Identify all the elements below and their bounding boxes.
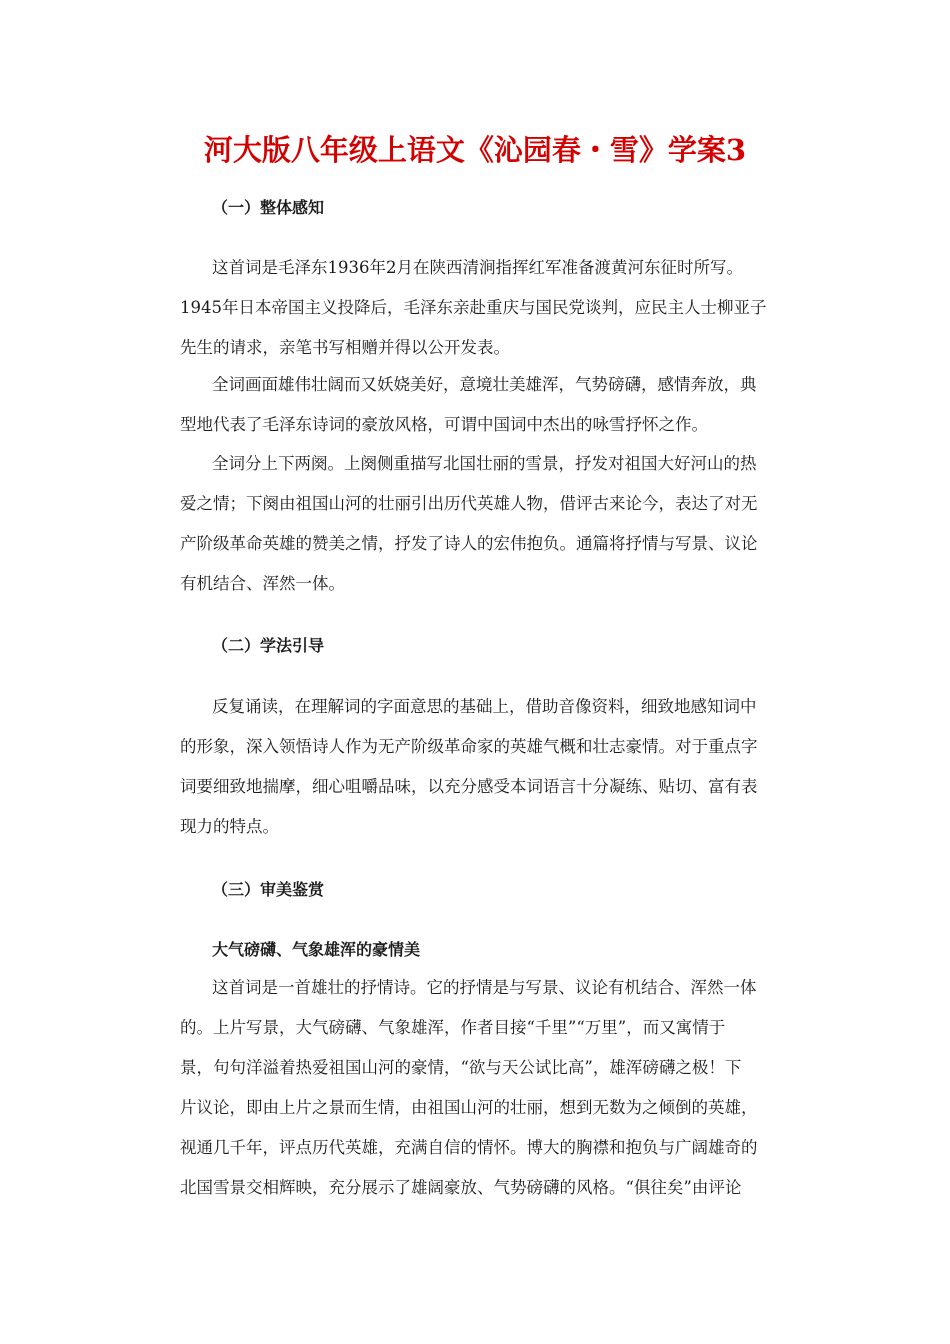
subsection-heading: 大气磅礴、气象雄浑的豪情美 — [212, 940, 421, 959]
paragraph-line: 先生的请求，亲笔书写相赠并得以公开发表。 — [180, 338, 510, 357]
paragraph-line: 这首词是一首雄壮的抒情诗。它的抒情是与写景、议论有机结合、浑然一体 — [212, 978, 757, 997]
paragraph-line: 北国雪景交相辉映，充分展示了雄阔豪放、气势磅礴的风格。“俱往矣”由评论 — [180, 1178, 742, 1197]
paragraph-line: 全词分上下两阕。上阕侧重描写北国壮丽的雪景，抒发对祖国大好河山的热 — [212, 454, 757, 473]
paragraph-line: 视通几千年，评点历代英雄，充满自信的情怀。博大的胸襟和抱负与广阔雄奇的 — [180, 1138, 758, 1157]
paragraph-line: 这首词是毛泽东1936年2月在陕西清涧指挥红军准备渡黄河东征时所写。 — [212, 258, 743, 277]
paragraph-line: 全词画面雄伟壮阔而又妖娆美好，意境壮美雄浑，气势磅礴，感情奔放，典 — [212, 375, 757, 394]
paragraph-line: 现力的特点。 — [180, 817, 279, 836]
paragraph-line: 爱之情；下阕由祖国山河的壮丽引出历代英雄人物，借评古来论今，表达了对无 — [180, 494, 758, 513]
paragraph-line: 片议论，即由上片之景而生情，由祖国山河的壮丽，想到无数为之倾倒的英雄， — [180, 1098, 758, 1117]
paragraph-line: 的。上片写景，大气磅礴、气象雄浑，作者目接“千里”“万里”，而又寓情于 — [180, 1018, 726, 1037]
paragraph-line: 产阶级革命英雄的赞美之情，抒发了诗人的宏伟抱负。通篇将抒情与写景、议论 — [180, 534, 758, 553]
document-title: 河大版八年级上语文《沁园春・雪》学案3 — [203, 133, 747, 167]
paragraph-line: 词要细致地揣摩，细心咀嚼品味，以充分感受本词语言十分凝练、贴切、富有表 — [180, 777, 758, 796]
section-heading-overall-perception: （一）整体感知 — [212, 198, 325, 217]
paragraph-line: 反复诵读，在理解词的字面意思的基础上，借助音像资料，细致地感知词中 — [212, 697, 757, 716]
paragraph-line: 型地代表了毛泽东诗词的豪放风格，可谓中国词中杰出的咏雪抒怀之作。 — [180, 415, 708, 434]
paragraph-line: 的形象，深入领悟诗人作为无产阶级革命家的英雄气概和壮志豪情。对于重点字 — [180, 737, 758, 756]
paragraph-line: 景，句句洋溢着热爱祖国山河的豪情，“欲与天公试比高”，雄浑磅礴之极！下 — [180, 1058, 742, 1077]
section-heading-study-guide: （二）学法引导 — [212, 636, 325, 655]
paragraph-line: 有机结合、浑然一体。 — [180, 574, 345, 593]
paragraph-line: 1945年日本帝国主义投降后，毛泽东亲赴重庆与国民党谈判，应民主人士柳亚子 — [180, 298, 767, 317]
section-heading-aesthetic-appreciation: （三）审美鉴赏 — [212, 880, 325, 899]
